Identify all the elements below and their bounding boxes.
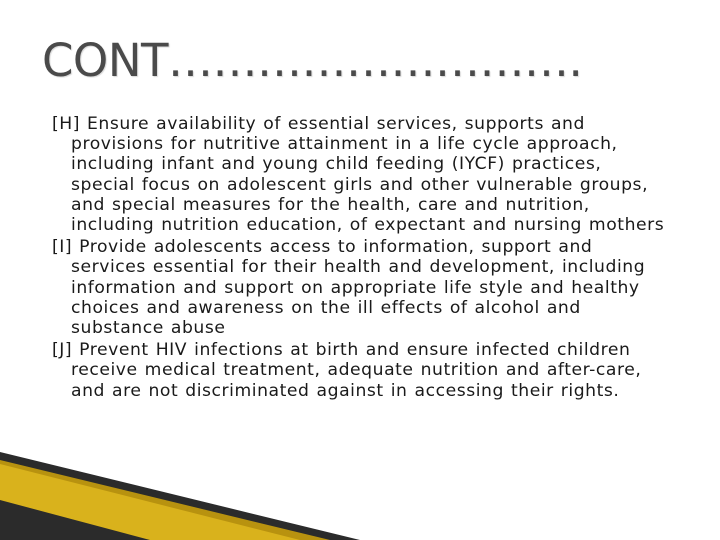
corner-decoration — [0, 440, 720, 540]
slide-body — [52, 114, 667, 403]
paragraph-j: [J] Prevent HIV infections at birth and ensure infected children receive medical treatment, adequate nutrition and after-care, and are not discriminated against in accessing their rights. — [52, 340, 642, 401]
paragraph-i: [I] Provide adolescents access to information, support and services essential for their health and development, including information and support on appropriate life style and healthy choices and awareness on the ill effects of alcohol and substance abuse — [52, 237, 646, 339]
slide-title: CONT………………………. — [42, 34, 583, 87]
paragraph-h: [H] Ensure availability of essential services, supports and provisions for nutritive attainment in a life cycle approach, including infant and young child feeding (IYCF) practices, special focus on adolescent girls and other vulnerable groups, and special measures for the health, care and nutrition, including nutrition education, of expectant and nursing mothers — [52, 114, 665, 236]
